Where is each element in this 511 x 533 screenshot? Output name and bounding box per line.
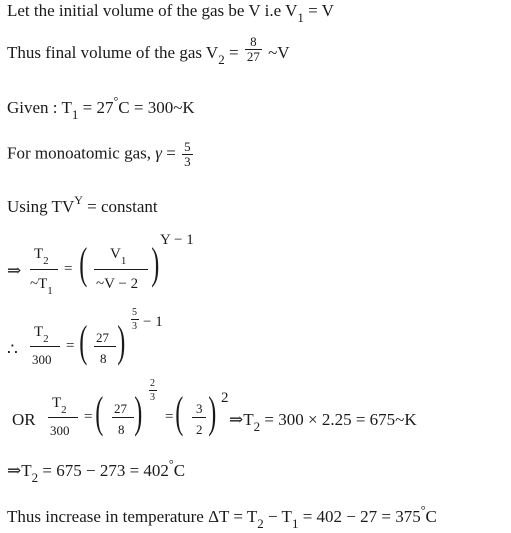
text: T — [34, 324, 44, 340]
inner-denominator: ~V − 2 — [96, 276, 139, 292]
exponent-denominator: 3 — [132, 321, 137, 332]
final-temperature-line — [7, 457, 186, 485]
inner-numerator: 27 — [96, 330, 109, 345]
fraction-bar — [30, 269, 58, 270]
left-numerator — [34, 324, 49, 345]
inner-numerator — [110, 246, 127, 267]
degree-superscript: ° — [113, 94, 119, 108]
or-label: OR — [12, 410, 36, 429]
fraction-bar — [30, 346, 60, 347]
text: ~V — [263, 43, 290, 62]
result — [229, 410, 417, 434]
text: Thus final volume of the gas V — [7, 43, 219, 62]
equals: = — [66, 338, 75, 354]
left-paren: ( — [95, 388, 104, 437]
f2-numerator: 3 — [196, 401, 203, 416]
f1-denominator: 8 — [118, 422, 125, 437]
text: − T — [263, 507, 292, 526]
text: Using TV — [7, 197, 75, 216]
text: Given : T — [7, 98, 72, 117]
numerator: 5 — [184, 139, 191, 154]
subscript: 2 — [61, 404, 67, 416]
given-temperature-line — [7, 94, 195, 122]
subscript: 1 — [47, 285, 53, 297]
left-denominator — [30, 276, 53, 297]
text: For monoatomic gas, — [7, 143, 156, 163]
equals: = — [224, 43, 243, 62]
implies-arrow: ⇒ — [7, 261, 22, 280]
subscript: 1 — [71, 107, 79, 122]
equals: = — [161, 143, 181, 163]
subscript: 2 — [43, 255, 49, 267]
temperature-increase-line — [7, 503, 437, 531]
left-denominator: 300 — [50, 423, 70, 438]
subscript: 2 — [253, 419, 261, 434]
subscript: 2 — [31, 470, 39, 485]
text: = 402 − 27 = 375 — [298, 507, 421, 526]
subscript: 1 — [120, 255, 127, 267]
text: = 27 — [78, 98, 114, 117]
fraction-bar — [94, 269, 148, 270]
text: C — [425, 507, 437, 526]
text: ⇒T — [7, 461, 32, 480]
text: T — [52, 395, 62, 411]
fraction-bar — [149, 390, 157, 391]
equals: = — [84, 409, 93, 425]
right-paren: ) — [117, 317, 126, 366]
subscript: 2 — [43, 333, 49, 345]
f2-denominator: 2 — [196, 422, 203, 437]
text: ⇒T — [229, 410, 254, 429]
gamma-symbol: γ — [155, 143, 162, 163]
equals: = — [165, 409, 174, 425]
therefore-symbol: ∴ — [7, 340, 18, 359]
subscript: 2 — [218, 52, 225, 67]
left-paren: ( — [175, 388, 184, 437]
subscript: 1 — [291, 516, 299, 531]
equals: = — [64, 261, 73, 277]
f1-numerator: 27 — [114, 401, 127, 416]
exponent: Y − 1 — [160, 232, 194, 248]
subscript: 2 — [257, 516, 264, 531]
text: T — [34, 246, 44, 262]
using-tv-line — [7, 193, 158, 216]
text: = V — [303, 1, 334, 20]
text: C = 300~K — [118, 98, 195, 117]
fraction-bar — [94, 346, 116, 347]
exponent-numerator: 5 — [132, 307, 137, 318]
left-paren: ( — [79, 317, 88, 366]
text: Thus increase in temperature ΔT = T — [7, 507, 258, 526]
degree-superscript: ° — [420, 503, 426, 517]
text: C — [173, 461, 186, 480]
initial-volume-line — [7, 1, 334, 25]
text: = 300 × 2.25 = 675~K — [260, 410, 417, 429]
left-paren: ( — [79, 239, 88, 288]
fraction-bar — [112, 417, 134, 418]
exponent-tail: − 1 — [143, 314, 163, 330]
denominator: 3 — [184, 154, 191, 169]
text: = constant — [82, 197, 158, 216]
right-paren: ) — [134, 388, 143, 437]
right-paren: ) — [151, 239, 160, 288]
denominator: 27 — [246, 48, 260, 64]
text: ~T — [30, 276, 48, 292]
text: V — [110, 246, 121, 262]
final-volume-line — [7, 33, 290, 67]
superscript: Y — [74, 193, 83, 207]
exponent: 2 — [221, 390, 229, 406]
left-numerator — [52, 395, 67, 416]
numerator: 8 — [245, 35, 262, 50]
exponent-denominator: 3 — [150, 392, 155, 403]
text: = 675 − 273 = 402 — [38, 461, 169, 480]
left-denominator: 300 — [32, 352, 52, 367]
right-paren: ) — [208, 388, 217, 437]
left-numerator — [34, 246, 49, 267]
fraction — [182, 140, 193, 169]
text: Let the initial volume of the gas be V i.e V — [7, 1, 298, 20]
subscript: 1 — [297, 10, 304, 25]
fraction-bar — [48, 417, 78, 418]
inner-denominator: 8 — [100, 351, 107, 366]
gamma-line — [7, 140, 195, 169]
fraction-bar — [131, 319, 139, 320]
fraction — [245, 35, 262, 64]
fraction-bar — [192, 417, 206, 418]
degree-superscript: ° — [168, 457, 174, 471]
exponent-numerator: 2 — [150, 378, 155, 389]
